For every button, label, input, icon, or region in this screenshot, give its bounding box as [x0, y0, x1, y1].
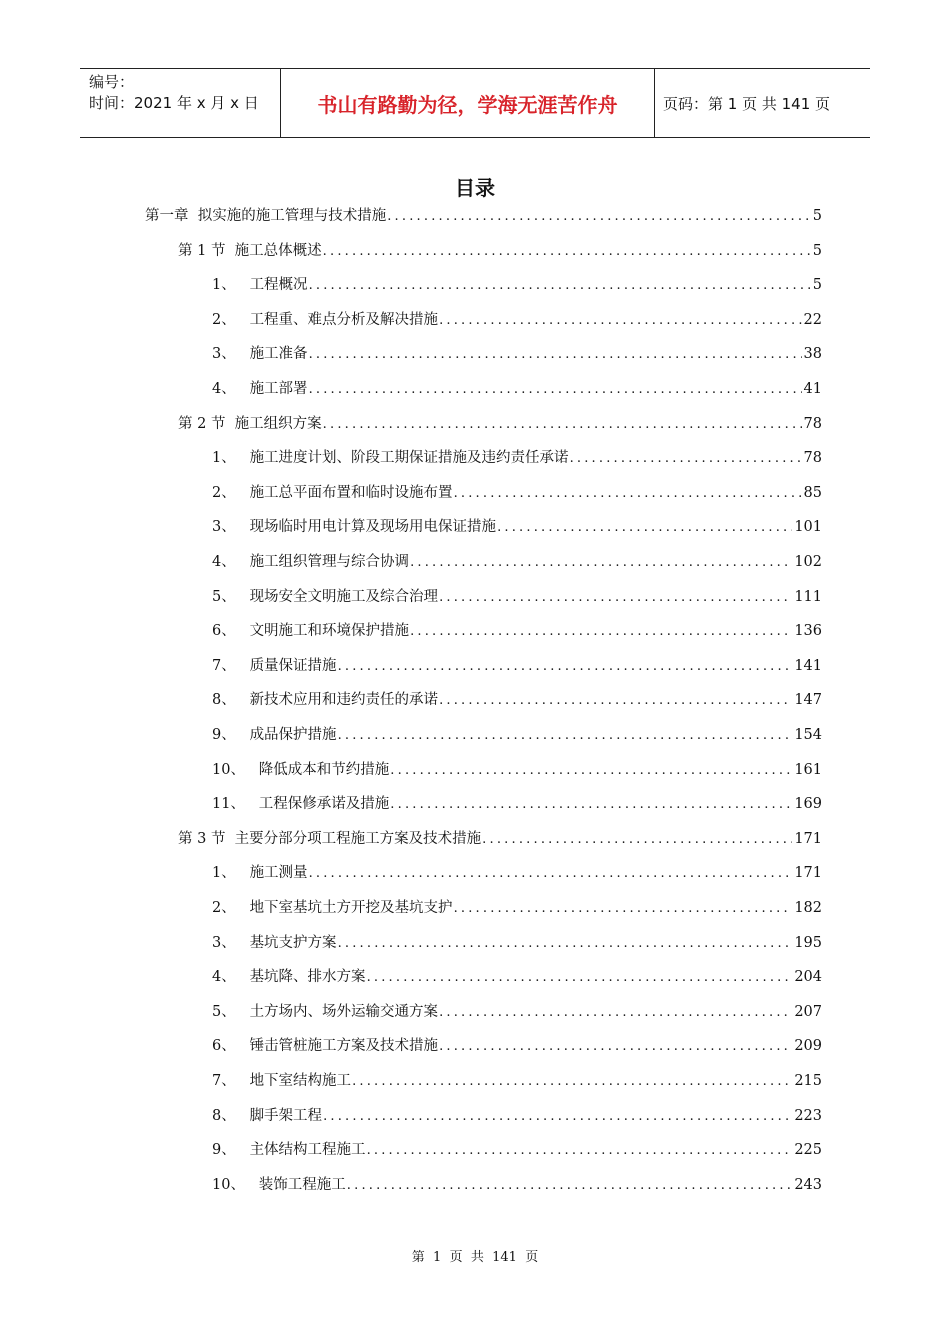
toc-entry-label: 装饰工程施工	[258, 1177, 346, 1193]
toc-entry-label: 地下室结构施工	[249, 1073, 352, 1089]
toc-entry-number: 9、	[212, 727, 250, 743]
toc-entry-page: 5	[812, 243, 822, 259]
toc-entry-label: 质量保证措施	[249, 658, 337, 674]
toc-entry[interactable]	[145, 205, 822, 227]
toc-entry[interactable]	[212, 1035, 822, 1057]
toc-entry-number: 第一章	[145, 208, 198, 224]
toc-entry-page: 209	[794, 1038, 822, 1054]
toc-leader-dots	[323, 414, 802, 436]
toc-entry-label: 拟实施的施工管理与技术措施	[197, 208, 387, 224]
toc-entry-page: 169	[794, 796, 822, 812]
toc-entry-label: 施工准备	[249, 346, 308, 362]
toc-entry-number: 2、	[212, 312, 250, 328]
toc-leader-dots	[323, 241, 811, 263]
toc-entry-number: 10、	[212, 762, 259, 778]
toc-leader-dots	[454, 898, 793, 920]
toc-leader-dots	[439, 587, 792, 609]
toc-entry-label: 成品保护措施	[249, 727, 337, 743]
toc-leader-dots	[323, 1106, 792, 1128]
toc-entry[interactable]	[212, 655, 822, 677]
toc-entry-page: 243	[794, 1177, 822, 1193]
toc-entry-page: 5	[812, 277, 822, 293]
toc-leader-dots	[410, 621, 792, 643]
toc-entry[interactable]	[212, 897, 822, 919]
toc-leader-dots	[439, 1002, 792, 1024]
toc-leader-dots	[347, 1175, 793, 1197]
toc-entry-page: 182	[794, 900, 822, 916]
toc-entry[interactable]	[212, 966, 822, 988]
toc-entry-number: 6、	[212, 1038, 250, 1054]
toc-entry-number: 9、	[212, 1142, 250, 1158]
toc-entry[interactable]	[212, 724, 822, 746]
toc-entry[interactable]	[212, 1001, 822, 1023]
toc-leader-dots	[367, 967, 793, 989]
toc-entry-page: 5	[812, 208, 822, 224]
toc-entry[interactable]	[212, 343, 822, 365]
toc-leader-dots	[454, 483, 802, 505]
toc-entry[interactable]	[212, 378, 822, 400]
toc-entry-number: 5、	[212, 1004, 250, 1020]
toc-entry-label: 土方场内、场外运输交通方案	[249, 1004, 439, 1020]
toc-entry-number: 2、	[212, 485, 250, 501]
toc-entry[interactable]	[212, 793, 822, 815]
toc-entry-number: 1、	[212, 450, 250, 466]
toc-entry[interactable]	[212, 1139, 822, 1161]
toc-leader-dots	[309, 275, 811, 297]
header-meta	[80, 69, 281, 137]
toc-entry-page: 41	[803, 381, 822, 397]
toc-entry[interactable]	[212, 551, 822, 573]
toc-leader-dots	[367, 1140, 793, 1162]
toc-entry-number: 1、	[212, 277, 250, 293]
toc-entry-label: 主要分部分项工程施工方案及技术措施	[234, 831, 482, 847]
toc-entry-number: 第 2 节	[178, 416, 235, 432]
toc-entry-number: 11、	[212, 796, 259, 812]
toc-entry-page: 141	[794, 658, 822, 674]
toc-entry-number: 3、	[212, 935, 250, 951]
toc-entry-page: 204	[794, 969, 822, 985]
document-header	[80, 68, 870, 138]
toc-entry-page: 38	[803, 346, 822, 362]
toc-entry[interactable]	[212, 759, 822, 781]
toc-leader-dots	[390, 760, 792, 782]
toc-entry-label: 降低成本和节约措施	[258, 762, 390, 778]
toc-title: 目录	[455, 176, 495, 200]
toc-entry-page: 225	[794, 1142, 822, 1158]
toc-entry-page: 215	[794, 1073, 822, 1089]
toc-entry-label: 工程概况	[249, 277, 308, 293]
toc-entry-label: 施工总体概述	[234, 243, 322, 259]
toc-entry-page: 161	[794, 762, 822, 778]
toc-entry-page: 78	[803, 416, 822, 432]
toc-leader-dots	[439, 310, 801, 332]
toc-leader-dots	[352, 1071, 792, 1093]
toc-entry[interactable]	[212, 620, 822, 642]
toc-entry-label: 文明施工和环境保护措施	[249, 623, 410, 639]
toc-entry-page: 101	[794, 519, 822, 535]
toc-leader-dots	[390, 794, 792, 816]
toc-entry[interactable]	[212, 932, 822, 954]
toc-entry-number: 5、	[212, 589, 250, 605]
toc-entry-label: 锤击管桩施工方案及技术措施	[249, 1038, 439, 1054]
toc-leader-dots	[309, 344, 802, 366]
toc-entry-number: 8、	[212, 1108, 250, 1124]
toc-entry-page: 22	[803, 312, 822, 328]
toc-entry-label: 新技术应用和违约责任的承诺	[249, 692, 439, 708]
toc-entry-number: 1、	[212, 865, 250, 881]
toc-leader-dots	[410, 552, 792, 574]
toc-entry-label: 施工组织方案	[234, 416, 322, 432]
toc-entry-number: 第 3 节	[178, 831, 235, 847]
toc-entry-page: 102	[794, 554, 822, 570]
toc-entry-number: 第 1 节	[178, 243, 235, 259]
toc-leader-dots	[387, 206, 811, 228]
toc-leader-dots	[497, 517, 792, 539]
toc-entry[interactable]	[178, 828, 822, 850]
toc-entry-page: 171	[794, 831, 822, 847]
toc-entry-page: 111	[794, 589, 822, 605]
toc-entry-label: 施工组织管理与综合协调	[249, 554, 410, 570]
toc-leader-dots	[482, 829, 792, 851]
toc-entry-number: 7、	[212, 1073, 250, 1089]
toc-entry[interactable]	[212, 862, 822, 884]
toc-entry-number: 4、	[212, 381, 250, 397]
toc-entry-label: 基坑支护方案	[249, 935, 337, 951]
toc-entry[interactable]	[212, 274, 822, 296]
header-motto: 书山有路勤为径，学海无涯苦作舟	[281, 69, 655, 137]
toc-entry[interactable]	[212, 1070, 822, 1092]
toc-entry-page: 207	[794, 1004, 822, 1020]
toc-leader-dots	[439, 1036, 792, 1058]
toc-entry-number: 6、	[212, 623, 250, 639]
toc-entry-number: 4、	[212, 554, 250, 570]
toc-entry[interactable]	[212, 447, 822, 469]
toc-entry-page: 147	[794, 692, 822, 708]
toc-entry-number: 3、	[212, 519, 250, 535]
toc-leader-dots	[439, 690, 792, 712]
toc-leader-dots	[570, 448, 802, 470]
toc-entry[interactable]	[212, 309, 822, 331]
toc-entry-page: 154	[794, 727, 822, 743]
toc-entry[interactable]	[178, 240, 822, 262]
toc-entry-label: 工程保修承诺及措施	[258, 796, 390, 812]
toc-entry-page: 195	[794, 935, 822, 951]
toc-entry-label: 施工总平面布置和临时设施布置	[249, 485, 453, 501]
toc-entry-number: 4、	[212, 969, 250, 985]
toc-leader-dots	[338, 725, 793, 747]
toc-entry-label: 工程重、难点分析及解决措施	[249, 312, 439, 328]
toc-entry-number: 8、	[212, 692, 250, 708]
toc-entry-label: 地下室基坑土方开挖及基坑支护	[249, 900, 453, 916]
footer-page-number: 第 1 页 共 141 页	[411, 1250, 539, 1265]
toc-entry[interactable]	[212, 1105, 822, 1127]
toc-entry-number: 2、	[212, 900, 250, 916]
toc-entry[interactable]	[212, 586, 822, 608]
toc-entry-label: 施工测量	[249, 865, 308, 881]
toc-entry-label: 脚手架工程	[249, 1108, 323, 1124]
time-label: 时间：2021 年 x 月 x 日	[89, 94, 259, 112]
toc-entry-label: 现场临时用电计算及现场用电保证措施	[249, 519, 497, 535]
toc-entry-page: 223	[794, 1108, 822, 1124]
toc-entry-page: 85	[803, 485, 822, 501]
toc-entry-page: 171	[794, 865, 822, 881]
toc-entry-label: 基坑降、排水方案	[249, 969, 366, 985]
toc-entry[interactable]	[212, 482, 822, 504]
toc-entry-label: 施工进度计划、阶段工期保证措施及违约责任承诺	[249, 450, 569, 466]
toc-entry[interactable]	[178, 413, 822, 435]
page-footer	[0, 1246, 950, 1265]
toc-entry-label: 施工部署	[249, 381, 308, 397]
toc-leader-dots	[338, 933, 793, 955]
toc-entry-page: 136	[794, 623, 822, 639]
toc-entry-number: 10、	[212, 1177, 259, 1193]
header-page-info: 页码：第 1 页 共 141 页	[663, 94, 831, 113]
toc-leader-dots	[309, 379, 802, 401]
toc-entry-number: 3、	[212, 346, 250, 362]
number-label: 编号：	[89, 73, 135, 91]
toc-entry-number: 7、	[212, 658, 250, 674]
toc-entry-label: 主体结构工程施工	[249, 1142, 366, 1158]
toc-entry-page: 78	[803, 450, 822, 466]
toc-entry[interactable]	[212, 1174, 822, 1196]
toc-entry-label: 现场安全文明施工及综合治理	[249, 589, 439, 605]
toc-leader-dots	[338, 656, 793, 678]
toc-entry[interactable]	[212, 689, 822, 711]
toc-leader-dots	[309, 863, 793, 885]
toc-entry[interactable]	[212, 516, 822, 538]
